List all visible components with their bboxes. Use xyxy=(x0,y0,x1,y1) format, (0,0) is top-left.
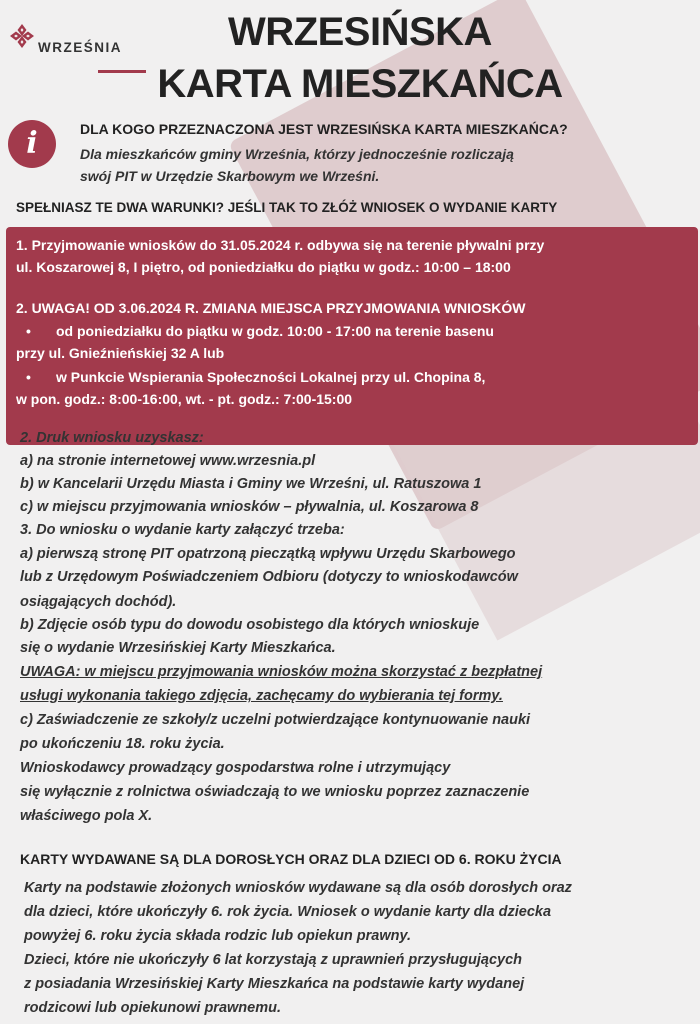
target-answer xyxy=(80,143,680,187)
wrzesnia-logo xyxy=(10,24,150,76)
page-title-line-1: WRZESIŃSKA xyxy=(228,10,492,54)
target-answer-line: swój PIT w Urzędzie Skarbowym we Wrześni. xyxy=(80,168,380,184)
body-line: a) na stronie internetowej www.wrzesnia.pl xyxy=(20,453,316,469)
box-bullet-line xyxy=(16,366,485,388)
bullet-icon: • xyxy=(26,323,31,339)
body-line: się wyłącznie z rolnictwa oświadczają to we wniosku poprzez zaznaczenie xyxy=(20,784,530,800)
body-line: b) Zdjęcie osób typu do dowodu osobistego dla których wnioskuje xyxy=(20,617,480,633)
box-line: ul. Koszarowej 8, I piętro, od poniedziałku do piątku w godz.: 10:00 – 18:00 xyxy=(16,259,511,275)
body-line: osiągających dochód). xyxy=(20,594,177,610)
cards-line: Dzieci, które nie ukończyły 6 lat korzystają z uprawnień przysługujących xyxy=(24,952,522,968)
cards-line: dla dzieci, które ukończyły 6. rok życia. Wniosek o wydanie karty dla dziecka xyxy=(24,904,552,920)
bullet-icon: • xyxy=(26,369,31,385)
notice-line: usługi wykonania takiego zdjęcia, zachęcamy do wybierania tej formy. xyxy=(20,688,503,704)
logo-text: WRZEŚNIA xyxy=(38,40,122,55)
body-line: się o wydanie Wrzesińskiej Karty Mieszkańca. xyxy=(20,640,336,656)
body-line: 3. Do wniosku o wydanie karty załączyć trzeba: xyxy=(20,522,345,538)
cards-line: rodzicowi lub opiekunowi prawnemu. xyxy=(24,1000,281,1016)
notice-line: UWAGA: w miejscu przyjmowania wniosków można skorzystać z bezpłatnej xyxy=(20,664,543,680)
cards-line: z posiadania Wrzesińskiej Karty Mieszkańca na podstawie karty wydanej xyxy=(24,976,525,992)
body-line: właściwego pola X. xyxy=(20,808,153,824)
info-icon: i xyxy=(8,120,56,168)
cards-line: Karty na podstawie złożonych wniosków wydawane są dla osób dorosłych oraz xyxy=(24,880,572,896)
conditions-heading: SPEŁNIASZ TE DWA WARUNKI? JEŚLI TAK TO ZŁÓŻ WNIOSEK O WYDANIE KARTY xyxy=(16,200,558,215)
box-line: przy ul. Gnieźnieńskiej 32 A lub xyxy=(16,345,225,361)
body-line: 2. Druk wniosku uzyskasz: xyxy=(20,430,204,446)
box-line: w pon. godz.: 8:00-16:00, wt. - pt. godz.: 7:00-15:00 xyxy=(16,391,353,407)
body-line: c) Zaświadczenie ze szkoły/z uczelni potwierdzające kontynuowanie nauki xyxy=(20,712,531,728)
submission-info-box xyxy=(6,227,698,445)
target-answer-line: Dla mieszkańców gminy Września, którzy jednocześnie rozliczają xyxy=(80,146,514,162)
cards-line: powyżej 6. roku życia składa rodzic lub opiekun prawny. xyxy=(24,928,412,944)
page-title-line-2: KARTA MIESZKAŃCA xyxy=(157,62,563,106)
box-bullet-text: od poniedziałku do piątku w godz. 10:00 - 17:00 na terenie basenu xyxy=(56,323,494,339)
body-line: po ukończeniu 18. roku życia. xyxy=(20,736,225,752)
body-line: Wnioskodawcy prowadzący gospodarstwa rolne i utrzymujący xyxy=(20,760,451,776)
box-line: 2. UWAGA! OD 3.06.2024 R. ZMIANA MIEJSCA PRZYJMOWANIA WNIOSKÓW xyxy=(16,300,526,316)
cards-heading: KARTY WYDAWANE SĄ DLA DOROSŁYCH ORAZ DLA DZIECI OD 6. ROKU ŻYCIA xyxy=(20,851,562,867)
body-line: b) w Kancelarii Urzędu Miasta i Gminy we Wrześni, ul. Ratuszowa 1 xyxy=(20,476,482,492)
logo-star-icon xyxy=(10,24,34,48)
body-line: lub z Urzędowym Poświadczeniem Odbioru (dotyczy to wnioskodawców xyxy=(20,569,518,585)
target-question: DLA KOGO PRZEZNACZONA JEST WRZESIŃSKA KARTA MIESZKAŃCA? xyxy=(80,121,568,137)
body-line: c) w miejscu przyjmowania wniosków – pływalnia, ul. Koszarowa 8 xyxy=(20,499,479,515)
box-bullet-text: w Punkcie Wspierania Społeczności Lokalnej przy ul. Chopina 8, xyxy=(56,369,486,385)
body-line: a) pierwszą stronę PIT opatrzoną pieczątką wpływu Urzędu Skarbowego xyxy=(20,546,516,562)
box-line: 1. Przyjmowanie wniosków do 31.05.2024 r. odbywa się na terenie pływalni przy xyxy=(16,237,545,253)
logo-underline xyxy=(98,70,146,73)
box-bullet-line xyxy=(16,320,494,342)
